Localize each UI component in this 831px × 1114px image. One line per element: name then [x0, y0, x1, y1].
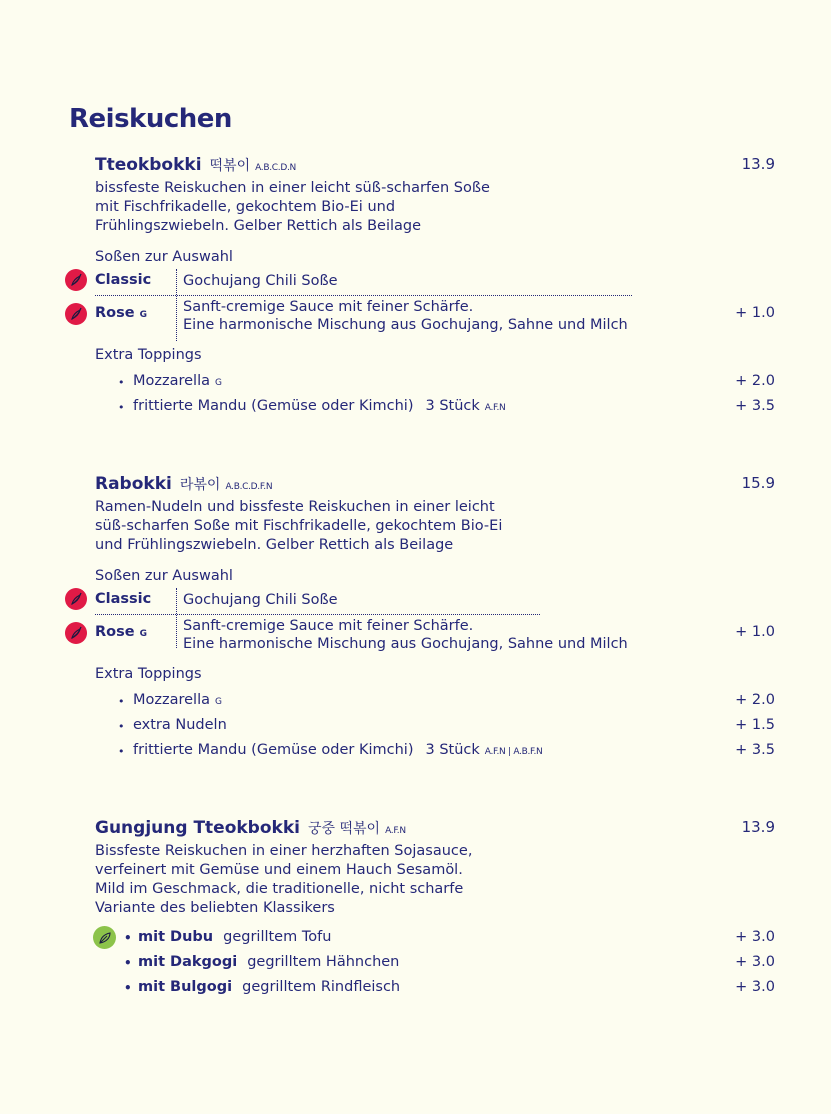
sauces-title: Soßen zur Auswahl [95, 249, 233, 265]
toppings-title: Extra Toppings [95, 347, 202, 363]
dish-name: Tteokbokki [95, 155, 202, 175]
toppings-title: Extra Toppings [95, 666, 202, 682]
sauce-desc-rose: Sanft-cremige Sauce mit feiner Schärfe. Eine harmonische Mischung aus Gochujang, Sahne und Milch [183, 618, 628, 652]
sauce-desc-classic: Gochujang Chili Soße [183, 273, 338, 289]
dish-price: 13.9 [741, 818, 775, 836]
divider [95, 295, 632, 296]
option-list [95, 929, 775, 1004]
divider [176, 588, 177, 648]
sauce-desc-classic: Gochujang Chili Soße [183, 592, 338, 608]
sauce-list [95, 269, 775, 347]
dish-description: bissfeste Reiskuchen in einer leicht süß-scharfen Soße mit Fischfrikadelle, gekochtem Bio-Ei und Frühlingszwiebeln. Gelber Rettich als Beilage [95, 180, 490, 234]
dish-name: Gungjung Tteokbokki [95, 818, 300, 838]
dish-allergens: A.B.C.D.N [255, 163, 296, 173]
dish-gungjung-tteokbokki [95, 818, 775, 1004]
dish-description: Ramen-Nudeln und bissfeste Reiskuchen in einer leicht süß-scharfen Soße mit Fischfrikadelle, gekochtem Bio-Ei und Frühlingszwiebeln. Gelber Rettich als Beilage [95, 499, 503, 553]
sauce-list [95, 588, 775, 666]
leaf-icon [93, 926, 116, 949]
dish-rabokki [95, 474, 775, 767]
topping-item: • frittierte Mandu (Gemüse oder Kimchi) 3 Stück A.F.N + 3.5 [118, 398, 775, 414]
dish-price: 13.9 [741, 155, 775, 173]
sauce-name-classic: Classic [95, 591, 152, 607]
topping-item: • frittierte Mandu (Gemüse oder Kimchi) 3 Stück A.F.N | A.B.F.N + 3.5 [118, 742, 775, 758]
section-title: Reiskuchen [69, 104, 232, 134]
chili-icon [65, 622, 87, 644]
sauce-name-rose: Rose G [95, 305, 147, 321]
topping-item: • Mozzarella G + 2.0 [118, 373, 775, 389]
divider [95, 614, 540, 615]
sauce-price-rose: + 1.0 [735, 624, 775, 640]
divider [176, 269, 177, 341]
topping-item: • Mozzarella G + 2.0 [118, 692, 775, 708]
option-item: • mit Bulgogi gegrilltem Rindfleisch + 3.0 [124, 979, 775, 995]
dish-name: Rabokki [95, 474, 172, 494]
chili-icon [65, 269, 87, 291]
dish-allergens: A.B.C.D.F.N [225, 482, 273, 492]
option-item: • mit Dakgogi gegrilltem Hähnchen + 3.0 [124, 954, 775, 970]
chili-icon [65, 303, 87, 325]
dish-korean-name: 떡볶이 [209, 158, 251, 174]
dish-price: 15.9 [741, 474, 775, 492]
sauce-name-classic: Classic [95, 272, 152, 288]
dish-korean-name: 궁중 떡볶이 [307, 821, 381, 837]
dish-korean-name: 라볶이 [179, 477, 221, 493]
chili-icon [65, 588, 87, 610]
dish-tteokbokki [95, 155, 775, 423]
topping-item: • extra Nudeln + 1.5 [118, 717, 775, 733]
sauce-desc-rose: Sanft-cremige Sauce mit feiner Schärfe. Eine harmonische Mischung aus Gochujang, Sahne und Milch [183, 299, 628, 333]
sauce-name-rose: Rose G [95, 624, 147, 640]
sauces-title: Soßen zur Auswahl [95, 568, 233, 584]
sauce-price-rose: + 1.0 [735, 305, 775, 321]
option-item: • mit Dubu gegrilltem Tofu + 3.0 [95, 929, 775, 954]
dish-description: Bissfeste Reiskuchen in einer herzhaften Sojasauce, verfeinert mit Gemüse und einem Hauch Sesamöl. Mild im Geschmack, die traditionelle, nicht scharfe Variante des beliebten Klassikers [95, 843, 473, 916]
dish-allergens: A.F.N [385, 826, 406, 836]
